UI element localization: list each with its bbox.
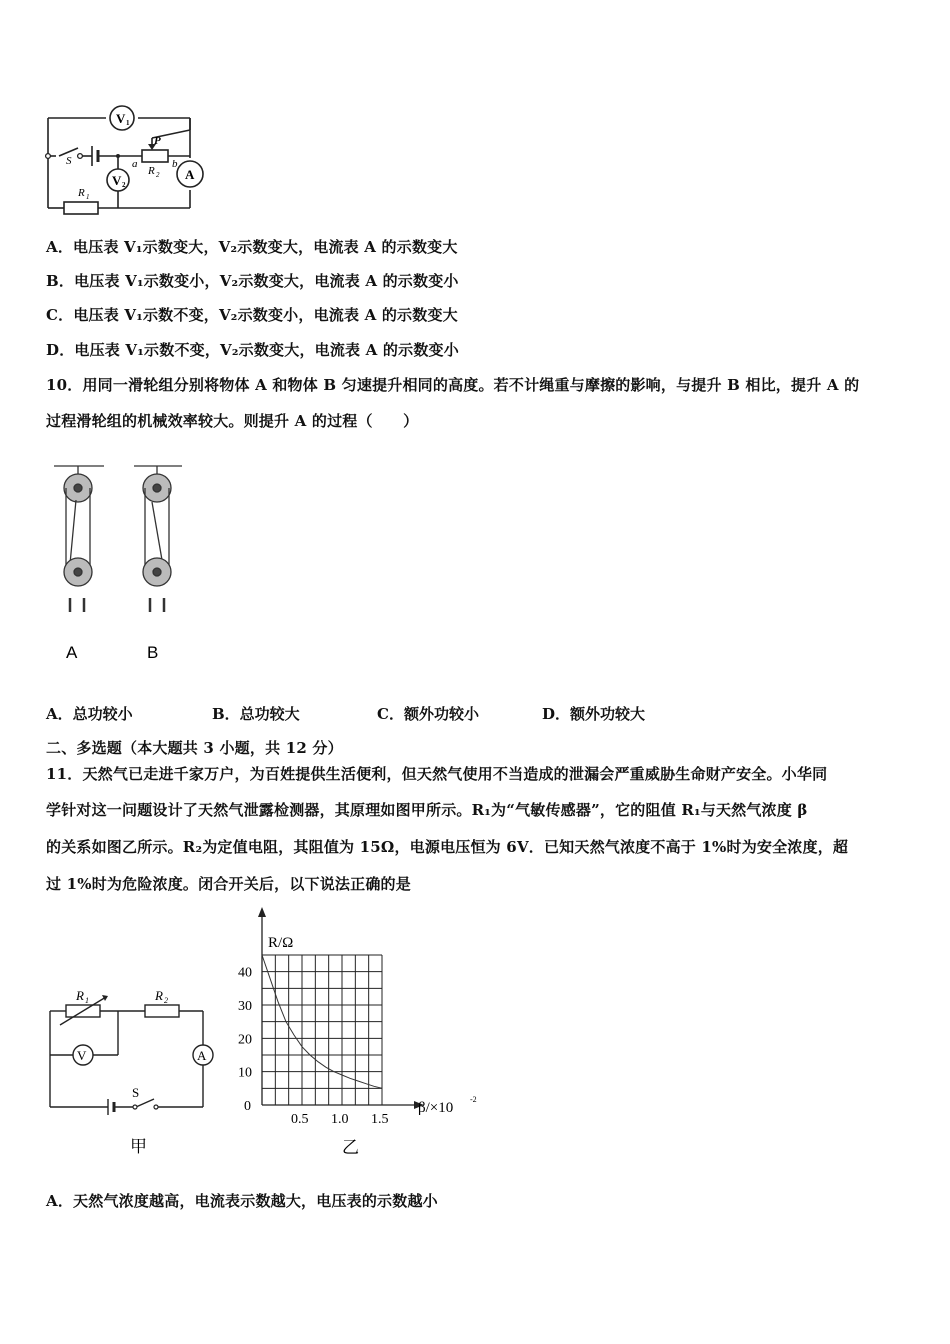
switch-label: S [66, 155, 72, 167]
q9-circuit-diagram [40, 98, 220, 216]
q10-pulley-figure [40, 460, 200, 670]
q11-switch-label: S [132, 1085, 140, 1100]
q11-stem-line2: 学针对这一问题设计了天然气泄露检测器，其原理如图甲所示。R₁为“气敏传感器”，它的阻值 R₁与天然气浓度 β [46, 801, 808, 819]
q11-figure-yi-label: 乙 [342, 1138, 359, 1158]
v2-label: V [112, 173, 122, 188]
q11-circuit-jia [40, 985, 230, 1165]
q11-graph-yi [230, 905, 490, 1160]
q11-stem-line4: 过 1%时为危险浓度。闭合开关后，以下说法正确的是 [46, 875, 411, 893]
chart-y-tick-label: 10 [238, 1065, 252, 1081]
point-a-label: a [132, 158, 138, 170]
chart-x-label-exponent: -2 [470, 1095, 477, 1104]
q10-stem-line1: 10．用同一滑轮组分别将物体 A 和物体 B 匀速提升相同的高度。若不计绳重与摩擦的影响，与提升 B 相比，提升 A 的 [46, 376, 860, 394]
v1-label: V [116, 111, 126, 126]
q9-option-d: D．电压表 V₁示数不变，V₂示数变大，电流表 A 的示数变小 [46, 341, 459, 359]
q11-r2-sub: 2 [164, 996, 168, 1005]
chart-x-tick-label: 1.0 [331, 1112, 349, 1127]
v1-sub: 1 [126, 119, 130, 127]
q11-ammeter-label: A [197, 1048, 207, 1063]
q10-figure-label-a: A [66, 643, 78, 662]
q10-stem-line2: 过程滑轮组的机械效率较大。则提升 A 的过程（ ） [46, 412, 419, 430]
chart-y-tick-label: 40 [238, 965, 252, 981]
chart-x-tick-label: 1.5 [371, 1112, 389, 1127]
q10-option-b: B．总功较大 [212, 705, 300, 723]
chart-x-label: β/×10 [418, 1100, 454, 1116]
q9-option-c: C．电压表 V₁示数不变，V₂示数变小，电流表 A 的示数变大 [46, 306, 458, 324]
chart-y-axis-arrow [258, 907, 266, 917]
chart-y-tick-label: 30 [238, 999, 252, 1014]
point-b-label: b [172, 158, 178, 170]
q10-figure-label-b: B [147, 643, 159, 662]
q11-voltmeter-label: V [77, 1048, 87, 1063]
q10-option-d: D．额外功较大 [542, 705, 646, 723]
q11-stem-line3: 的关系如图乙所示。R₂为定值电阻，其阻值为 15Ω，电源电压恒为 6V．已知天然气浓度不高于 1%时为安全浓度，超 [46, 838, 849, 856]
q10-option-a: A．总功较小 [46, 705, 133, 723]
q11-r2-label: R [155, 988, 163, 1003]
q11-r1-sub: 1 [85, 996, 89, 1005]
r2-label: R [148, 165, 155, 177]
chart-x-tick-label: 0.5 [291, 1112, 309, 1127]
chart-y-label: R/Ω [268, 935, 294, 951]
r1-sub: 1 [86, 193, 90, 201]
slider-p-label: P [154, 135, 161, 147]
q11-option-a: A．天然气浓度越高，电流表示数越大，电压表的示数越小 [46, 1192, 438, 1210]
q11-stem-line1: 11．天然气已走进千家万户，为百姓提供生活便利，但天然气使用不当造成的泄漏会严重威胁生命财产安全。小华同 [46, 765, 828, 783]
q9-option-a: A．电压表 V₁示数变大，V₂示数变大，电流表 A 的示数变大 [46, 238, 458, 256]
r2-sub: 2 [156, 171, 160, 179]
chart-y-tick-label: 20 [238, 1032, 252, 1048]
chart-origin-label: 0 [244, 1099, 251, 1114]
ammeter-label: A [185, 167, 195, 182]
v2-sub: 2 [122, 181, 126, 189]
r1-label: R [78, 187, 85, 199]
section-heading-multiple-choice: 二、多选题（本大题共 3 小题，共 12 分） [46, 739, 343, 757]
q10-option-c: C．额外功较小 [377, 705, 479, 723]
q11-figure-jia-label: 甲 [130, 1137, 147, 1157]
q11-r1-label: R [76, 988, 84, 1003]
q9-option-b: B．电压表 V₁示数变小，V₂示数变大，电流表 A 的示数变小 [46, 272, 459, 290]
